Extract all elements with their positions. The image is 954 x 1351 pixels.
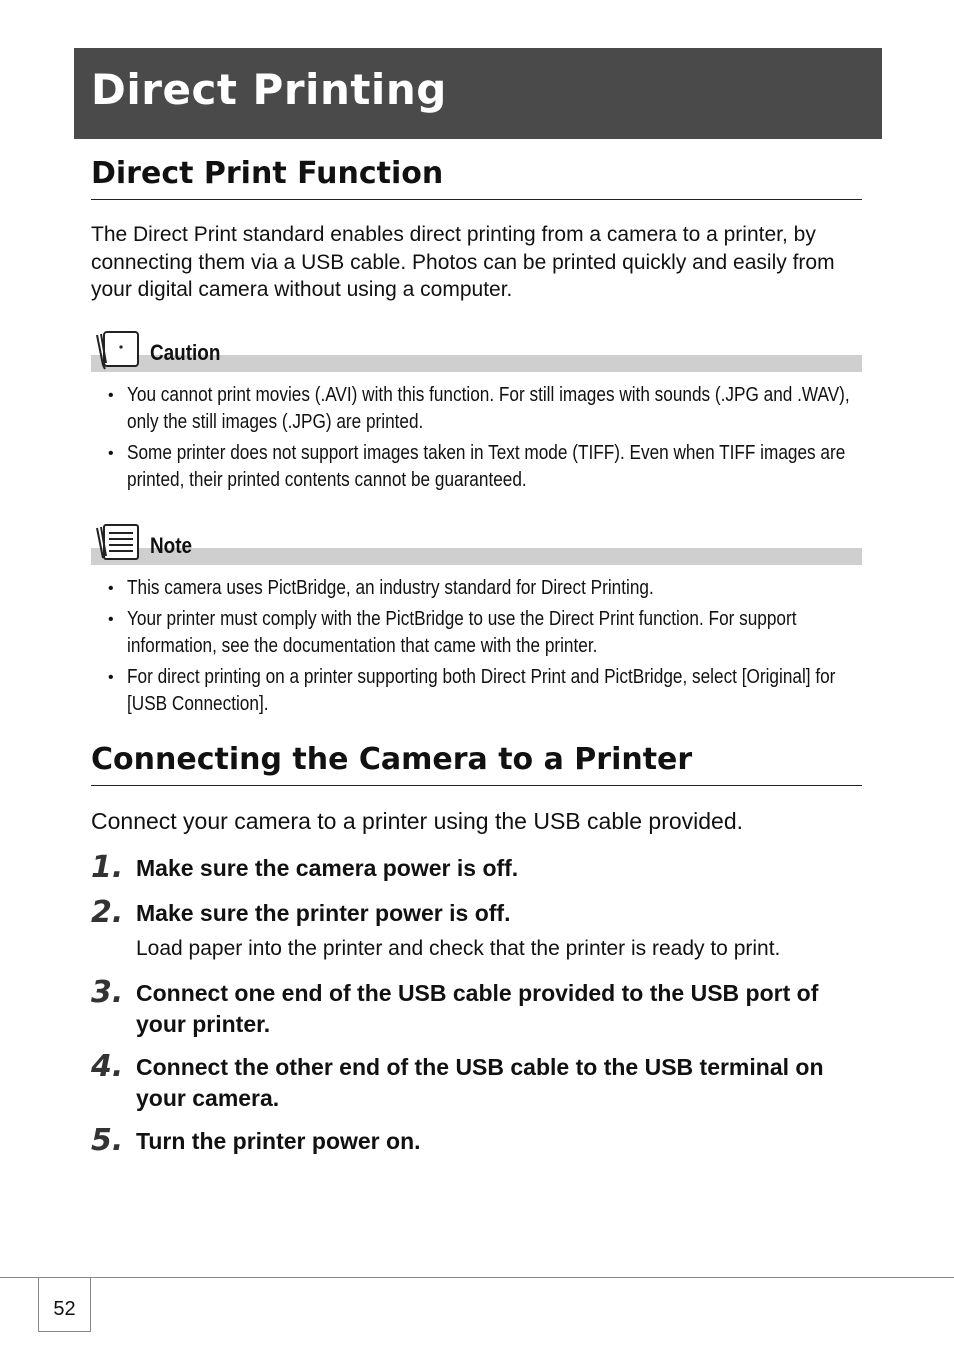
page-number: 52 [53, 1298, 76, 1320]
list-item: • This camera uses PictBridge, an industry standard for Direct Printing. [108, 575, 868, 602]
caution-label: Caution [150, 340, 221, 365]
footer-rule [0, 1277, 954, 1278]
caution-header [91, 330, 862, 372]
step-number: 4. [91, 1049, 124, 1084]
step-text: Make sure the printer power is off. [136, 900, 511, 926]
note-list [108, 575, 868, 722]
step-number: 2. [91, 895, 124, 930]
note-icon [93, 523, 141, 563]
intro-paragraph: The Direct Print standard enables direct printing from a camera to a printer, by connecting them via a USB cable. Photos can be printed quickly and easily from your digital camera without using a computer. [91, 223, 835, 301]
page-number-box [38, 1277, 91, 1332]
step-text: Connect one end of the USB cable provided to the USB port of your printer. [136, 980, 819, 1037]
section-heading-direct-print-function: Direct Print Function [91, 156, 862, 200]
lead-paragraph: Connect your camera to a printer using the USB cable provided. [91, 808, 744, 834]
step-number: 3. [91, 975, 124, 1010]
caution-list [108, 382, 868, 498]
page-title: Direct Printing [91, 65, 447, 114]
step-text: Connect the other end of the USB cable to the USB terminal on your camera. [136, 1054, 824, 1111]
note-bar [91, 548, 862, 565]
list-item: • Your printer must comply with the PictBridge to use the Direct Print function. For support information, see the documentation that came with the printer. [108, 606, 868, 660]
caution-icon [93, 330, 141, 370]
section-heading-connecting: Connecting the Camera to a Printer [91, 742, 862, 786]
note-label: Note [150, 533, 193, 558]
title-banner [74, 48, 882, 139]
note-header [91, 523, 862, 565]
step-text: Turn the printer power on. [136, 1128, 421, 1154]
step-text: Make sure the camera power is off. [136, 855, 519, 881]
list-item: • Some printer does not support images taken in Text mode (TIFF). Even when TIFF images are printed, their printed contents cannot be guaranteed. [108, 440, 868, 494]
list-item: • You cannot print movies (.AVI) with this function. For still images with sounds (.JPG and .WAV), only the still images (.JPG) are printed. [108, 382, 868, 436]
list-item: • For direct printing on a printer supporting both Direct Print and PictBridge, select [Original] for [USB Connection]. [108, 664, 868, 718]
step-number: 5. [91, 1123, 124, 1158]
step-subtext: Load paper into the printer and check that the printer is ready to print. [136, 937, 781, 960]
step-number: 1. [91, 850, 124, 885]
